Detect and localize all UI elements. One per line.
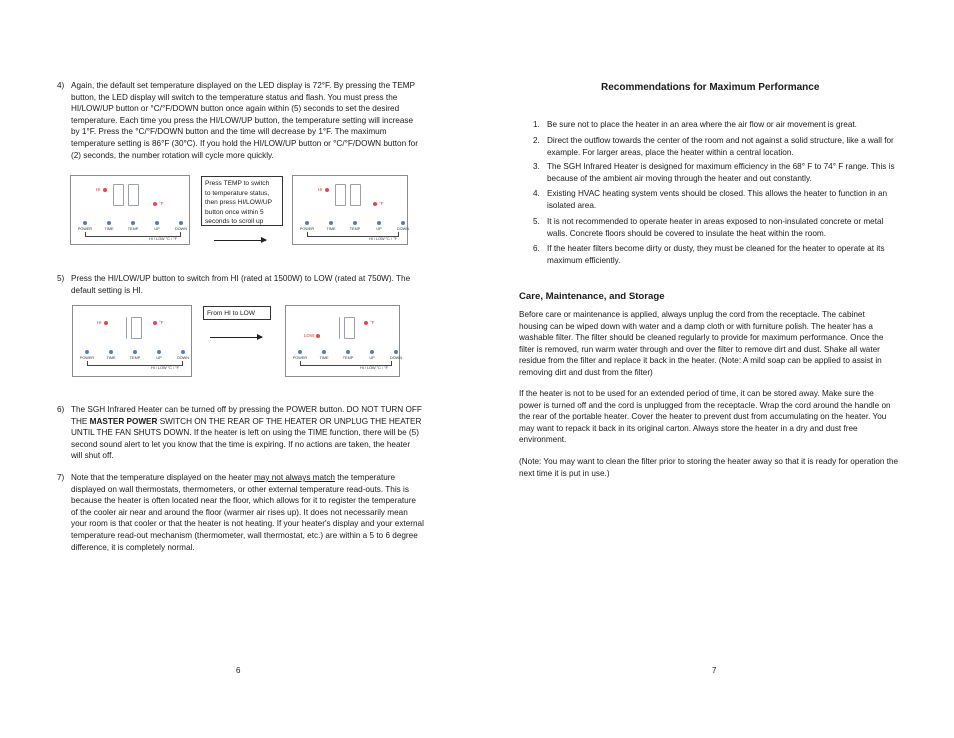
item-number: 5) xyxy=(57,274,65,283)
item-text xyxy=(71,273,410,296)
button-row xyxy=(295,221,415,231)
item-number: 2. xyxy=(533,136,540,145)
led-display xyxy=(113,184,139,206)
unit-led-icon xyxy=(373,202,377,206)
text-line: temperature read-out mechanism (thermometer, wall thermostat, etc.) are within a 5 to 6 degree xyxy=(71,530,418,540)
text-line: The SGH Infrared Heater can be turned off by pressing the POWER button. DO NOT TURN OFF xyxy=(71,405,422,414)
up-button: UP xyxy=(145,221,169,231)
text-line: THE MASTER POWER SWITCH ON THE REAR OF THE HEATER OR UNPLUG THE HEATER xyxy=(71,416,422,426)
text-line: (2) seconds, the number rotation will cycle more quickly. xyxy=(71,150,274,160)
led-display xyxy=(123,317,142,339)
led-display xyxy=(336,317,355,339)
hi-led-icon xyxy=(103,188,107,192)
item-text xyxy=(547,243,885,266)
text-line: It is not recommended to operate heater in areas exposed to non-insulated concrete or metal xyxy=(547,217,884,226)
led-digit xyxy=(113,184,124,206)
text-line: If the heater is not to be used for an extended period of time, it can be stored away. Make sure the xyxy=(519,389,874,398)
text-line: of the cooler air near and around the floor (warmer air rises up). It does not necessarily mean xyxy=(71,507,408,517)
item-text xyxy=(71,404,422,462)
text-line: (Note: You may want to clean the filter prior to storing the heater away so that it is ready for operation the xyxy=(519,457,899,466)
led-digit xyxy=(336,317,340,339)
item-text xyxy=(71,80,418,161)
text-line: default setting is HI. xyxy=(71,285,143,295)
text-line: The SGH Infrared Heater is designed for maximum efficiency in the 68° F to 74° F range. This is xyxy=(547,162,895,171)
text-line: Existing HVAC heating system vents should be closed. This allows the heater to function in an xyxy=(547,189,888,198)
led-digit xyxy=(350,184,361,206)
led-digit xyxy=(123,317,127,339)
hi-led-icon xyxy=(104,321,108,325)
up-button: UP xyxy=(147,350,171,360)
text-line: button once within 5 xyxy=(205,208,264,216)
temp-button: TEMP xyxy=(343,221,367,231)
item-text xyxy=(547,135,894,158)
time-button: TIME xyxy=(312,350,336,360)
control-panel-diagram-73 xyxy=(292,175,408,245)
item-text xyxy=(547,119,857,131)
text-line: maximum efficiently. xyxy=(547,255,621,265)
item-text xyxy=(547,216,883,239)
unit-indicator: °F xyxy=(364,320,375,325)
time-button: TIME xyxy=(99,350,123,360)
item-number: 6) xyxy=(57,405,65,414)
item-number: 7) xyxy=(57,473,65,482)
text-line: Again, the default set temperature displayed on the LED display is 72°F. By pressing the TEMP xyxy=(71,81,416,90)
page-right xyxy=(477,0,954,738)
time-button: TIME xyxy=(97,221,121,231)
recommendations-heading: Recommendations for Maximum Performance xyxy=(601,82,820,93)
text-line: second sound alert to let you know that the time is expiring. If no actions are taken, the heater xyxy=(71,439,411,449)
text-line: isolated area. xyxy=(547,200,597,210)
up-button: UP xyxy=(367,221,391,231)
item-number: 4) xyxy=(57,81,65,90)
care-paragraph-2 xyxy=(519,388,939,446)
text-line: temperature setting is 86°F (30°C). If you hold the HI/LOW/UP button or °C/°F/DOWN button for xyxy=(71,138,418,148)
callout-temp-switch xyxy=(201,176,283,226)
care-paragraph-3 xyxy=(519,456,939,479)
power-button: POWER xyxy=(73,221,97,231)
text-line: next time it is put in use.) xyxy=(519,468,610,478)
text-line: difference, it is completely normal. xyxy=(71,542,195,552)
care-paragraph-1 xyxy=(519,309,939,379)
low-indicator: LOW xyxy=(304,333,320,338)
up-button: UP xyxy=(360,350,384,360)
bracket-label: HI / LOW °C / °F xyxy=(151,366,179,370)
down-button: DOWN xyxy=(169,221,193,231)
text-line: washable filter. The filter should be cleaned regularly to provide for maximum performance. Once the xyxy=(519,333,884,343)
bracket-label: HI / LOW °C / °F xyxy=(149,237,177,241)
hi-indicator: HI xyxy=(318,187,329,192)
text-line: button, the LED display will switch to the temperature status and flash. You must press the xyxy=(71,92,398,102)
page-number: 6 xyxy=(236,666,241,675)
item-number: 1. xyxy=(533,120,540,129)
item-text xyxy=(71,472,424,553)
text-line: Note that the temperature displayed on the heater may not always match the temperature xyxy=(71,473,396,482)
callout-hi-to-low: From HI to LOW xyxy=(203,306,271,320)
text-line: temperature. Each time you press the HI/LOW/UP button, the temperature setting will increase xyxy=(71,115,414,125)
item-number: 5. xyxy=(533,217,540,226)
text-line: because the heater is often located near the floor, which allows for it to register the temperature xyxy=(71,496,416,506)
hi-indicator: HI xyxy=(97,320,108,325)
text-line: filter is removed, run warm water through and over the filter to remove dirt and dust. Shake all water xyxy=(519,344,880,354)
page-number: 7 xyxy=(712,666,717,675)
text-line: example. For larger areas, place the heater within a central location. xyxy=(547,147,794,157)
arrow-icon xyxy=(210,337,262,338)
text-line: power is turned off and the cord is unplugged from the receptacle. Wrap the cord around the handle on xyxy=(519,400,891,410)
unit-indicator: °F xyxy=(373,201,384,206)
led-digit xyxy=(344,317,355,339)
text-line: then press HI/LOW/UP xyxy=(205,199,273,207)
text-line: If the heater filters become dirty or dusty, they must be cleaned for the heater to operate at its xyxy=(547,244,885,253)
temp-button: TEMP xyxy=(336,350,360,360)
text-line: UNTIL THE FAN SHUTS DOWN. If the heater is left on using the TIME function, there will be (5) xyxy=(71,428,419,438)
unit-indicator: °F xyxy=(153,201,164,206)
unit-led-icon xyxy=(364,321,368,325)
item-text xyxy=(547,161,895,184)
down-button: DOWN xyxy=(171,350,195,360)
button-row xyxy=(288,350,408,360)
text-line: displayed on wall thermostats, thermometers, or other external temperature read-outs. This is xyxy=(71,484,409,494)
led-digit xyxy=(128,184,139,206)
text-line: residue from the filter and replace it back in the heater. (Note: A mild soap can be applied to assist in xyxy=(519,356,882,366)
text-line: your room is that cooler or that the heater is not heating. If your heater's display and your external xyxy=(71,519,424,529)
power-button: POWER xyxy=(295,221,319,231)
text-line: walls. Concrete floors should be covered to insulate the heat within the room. xyxy=(547,228,826,238)
text-line: will shut off. xyxy=(71,451,114,461)
item-number: 6. xyxy=(533,244,540,253)
text-line: because of the ambient air moving through the heater and out constantly. xyxy=(547,173,812,183)
text-line: may want to repack it back in its original carton. Always store the heater in a dry and dust free xyxy=(519,423,858,433)
control-panel-diagram-hi xyxy=(72,305,192,377)
power-button: POWER xyxy=(288,350,312,360)
text-line: environment. xyxy=(519,435,567,445)
text-line: Direct the outflow towards the center of the room and not against a solid structure, like a wall for xyxy=(547,136,894,145)
temp-button: TEMP xyxy=(121,221,145,231)
text-line: Be sure not to place the heater in an area where the air flow or air movement is great. xyxy=(547,120,857,129)
text-line: by 1°F. Press the °C/°F/DOWN button and the time will decrease by 1°F. The maximum xyxy=(71,127,387,137)
led-digit xyxy=(335,184,346,206)
button-row xyxy=(75,350,195,360)
low-led-icon xyxy=(316,334,320,338)
arrow-icon xyxy=(214,240,266,241)
unit-led-icon xyxy=(153,321,157,325)
text-line: removing dirt and dust from the filter) xyxy=(519,367,653,377)
text-line: housing can be wiped down with water and a damp cloth or with furniture polish. The heater has a xyxy=(519,321,873,331)
text-line: Press the HI/LOW/UP button to switch from HI (rated at 1500W) to LOW (rated at 750W). The xyxy=(71,274,411,283)
button-row xyxy=(73,221,193,231)
unit-led-icon xyxy=(153,202,157,206)
text-line: seconds to scroll up xyxy=(205,218,264,226)
control-panel-diagram-72 xyxy=(70,175,190,245)
down-button: DOWN xyxy=(391,221,415,231)
text-line: HI/LOW/UP button or °C/°F/DOWN button once again within (5) seconds to set the desired xyxy=(71,104,400,114)
hi-led-icon xyxy=(325,188,329,192)
led-digit xyxy=(131,317,142,339)
power-button: POWER xyxy=(75,350,99,360)
temp-button: TEMP xyxy=(123,350,147,360)
text-line: Before care or maintenance is applied, always unplug the cord from the receptacle. The cabinet xyxy=(519,310,865,319)
text-line: the rear of the portable heater. Cover the heater to prevent dust from accumulating on the heater. You xyxy=(519,412,887,422)
item-number: 4. xyxy=(533,189,540,198)
item-number: 3. xyxy=(533,162,540,171)
control-panel-diagram-low xyxy=(285,305,403,377)
bracket-label: HI / LOW °C / °F xyxy=(360,366,388,370)
text-line: Press TEMP to switch xyxy=(205,180,270,187)
unit-indicator: °F xyxy=(153,320,164,325)
care-heading: Care, Maintenance, and Storage xyxy=(519,291,665,302)
time-button: TIME xyxy=(319,221,343,231)
text-line: to temperature status, xyxy=(205,189,270,197)
item-text xyxy=(547,188,887,211)
bracket-label: HI / LOW °C / °F xyxy=(369,237,397,241)
led-display xyxy=(335,184,361,206)
down-button: DOWN xyxy=(384,350,408,360)
hi-indicator: HI xyxy=(96,187,107,192)
